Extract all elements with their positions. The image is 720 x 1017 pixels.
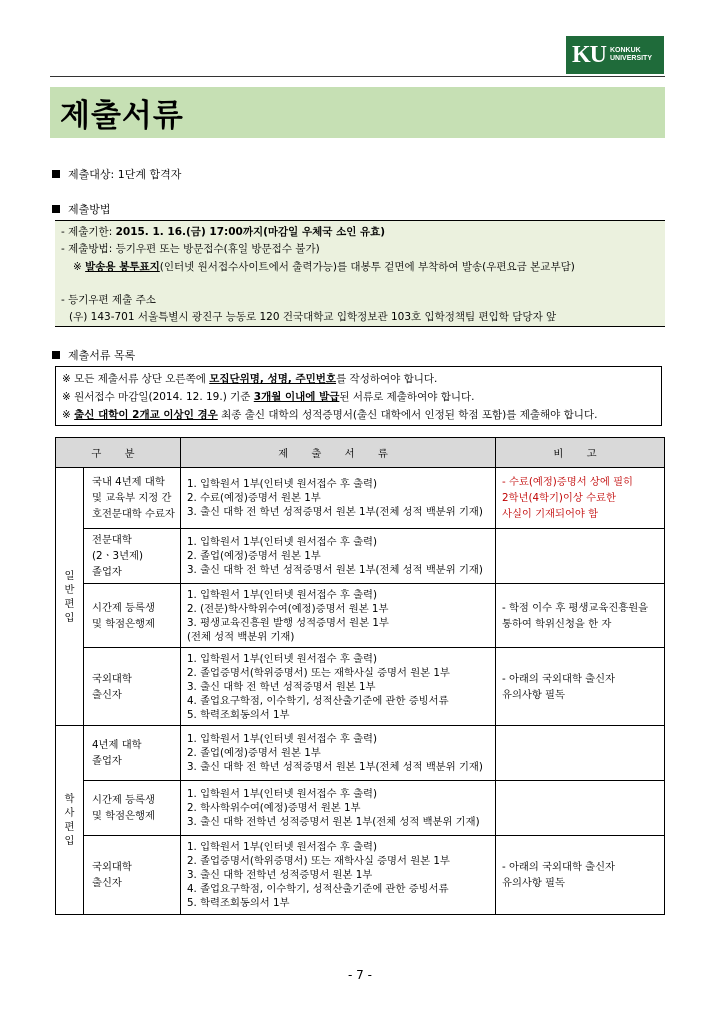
table-row bbox=[56, 726, 665, 781]
row-docs: 1. 입학원서 1부(인터넷 원서접수 후 출력) 2. 학사학위수여(예정)증명서 원본 1부 3. 출신 대학 전학년 성적증명서 원본 1부(전체 성적 백분위 기재) bbox=[181, 781, 496, 836]
table-row bbox=[56, 836, 665, 915]
row-type: 국내 4년제 대학 및 교육부 지정 간 호전문대학 수료자 bbox=[84, 468, 181, 529]
row-docs: 1. 입학원서 1부(인터넷 원서접수 후 출력) 2. 수료(예정)증명서 원본 1부 3. 출신 대학 전 학년 성적증명서 원본 1부(전체 성적 백분위 기재) bbox=[181, 468, 496, 529]
bullet-square-icon bbox=[52, 205, 60, 213]
row-docs: 1. 입학원서 1부(인터넷 원서접수 후 출력) 2. 졸업(예정)증명서 원본 1부 3. 출신 대학 전 학년 성적증명서 원본 1부(전체 성적 백분위 기재) bbox=[181, 726, 496, 781]
note-1 bbox=[62, 371, 437, 386]
logo-line1: KONKUK bbox=[610, 47, 641, 54]
note-2-c: 된 서류로 제출하여야 합니다. bbox=[339, 391, 475, 403]
logo-text bbox=[610, 47, 652, 63]
row-type: 4년제 대학 졸업자 bbox=[84, 726, 181, 781]
row-type: 국외대학 출신자 bbox=[84, 836, 181, 915]
row-remark bbox=[496, 726, 665, 781]
header-documents: 제 출 서 류 bbox=[181, 438, 496, 468]
row-remark bbox=[496, 781, 665, 836]
header-remarks: 비 고 bbox=[496, 438, 665, 468]
header-category: 구 분 bbox=[56, 438, 181, 468]
row-remark: - 수료(예정)증명서 상에 필히 2학년(4학기)이상 수료한 사실이 기재되어야 함 bbox=[496, 468, 665, 529]
section-method-text: 제출방법 bbox=[68, 203, 111, 216]
deadline-value: 2015. 1. 16.(금) 17:00까지(마감일 우체국 소인 유효) bbox=[115, 226, 386, 238]
row-docs: 1. 입학원서 1부(인터넷 원서접수 후 출력) 2. 졸업증명서(학위증명서) 또는 재학사실 증명서 원본 1부 3. 출신 대학 전학년 성적증명서 원본 1부 4. 졸업요구학점, 이수학기, 성적산출기준에 관한 증빙서류 5. 학력조회동의서 1부 bbox=[181, 836, 496, 915]
row-remark bbox=[496, 529, 665, 584]
note-3-c: 최종 출신 대학의 성적증명서(출신 대학에서 인정된 학점 포함)를 제출해야 합니다. bbox=[217, 409, 598, 421]
row-remark: - 아래의 국외대학 출신자 유의사항 필독 bbox=[496, 648, 665, 726]
table-header-row bbox=[56, 438, 665, 468]
logo-mark: KU bbox=[572, 41, 606, 68]
note-2-a: ※ 원서접수 마감일(2014. 12. 19.) 기준 bbox=[62, 391, 254, 403]
envelope-note-bold: 발송용 봉투표지 bbox=[85, 261, 160, 273]
note-3 bbox=[62, 407, 597, 422]
envelope-note-prefix: ※ bbox=[73, 261, 86, 273]
table-row bbox=[56, 529, 665, 584]
page-title: 제출서류 bbox=[60, 98, 184, 134]
deadline-line bbox=[61, 224, 385, 239]
row-remark: - 학점 이수 후 평생교육진흥원을 통하여 학위신청을 한 자 bbox=[496, 584, 665, 648]
konkuk-logo bbox=[566, 36, 664, 74]
title-band bbox=[50, 87, 665, 138]
address-text: (우) 143-701 서울특별시 광진구 능동로 120 건국대학교 입학정보관 103호 입학정책팀 편입학 담당자 앞 bbox=[69, 311, 557, 323]
note-3-a: ※ bbox=[62, 409, 75, 421]
row-type: 전문대학 (2ㆍ3년제) 졸업자 bbox=[84, 529, 181, 584]
note-1-c: 를 작성하여야 합니다. bbox=[336, 373, 438, 385]
method-line: - 제출방법: 등기우편 또는 방문접수(휴일 방문접수 불가) bbox=[61, 243, 320, 255]
header-rule bbox=[50, 76, 665, 77]
logo-line2: UNIVERSITY bbox=[610, 55, 653, 62]
table-row bbox=[56, 584, 665, 648]
table-row bbox=[56, 648, 665, 726]
section-target-text: 제출대상: 1단계 합격자 bbox=[68, 168, 182, 181]
section-list-text: 제출서류 목록 bbox=[68, 349, 136, 362]
note-1-a: ※ 모든 제출서류 상단 오른쪽에 bbox=[62, 373, 210, 385]
documents-table bbox=[55, 437, 665, 915]
envelope-note-rest: (인터넷 원서접수사이트에서 출력가능)를 대봉투 겉면에 부착하여 발송(우편요금 본교부담) bbox=[159, 261, 575, 273]
note-3-b: 출신 대학이 2개교 이상인 경우 bbox=[74, 409, 218, 421]
row-docs: 1. 입학원서 1부(인터넷 원서접수 후 출력) 2. 졸업증명서(학위증명서) 또는 재학사실 증명서 원본 1부 3. 출신 대학 전 학년 성적증명서 원본 1부 4. 졸업요구학점, 이수학기, 성적산출기준에 관한 증빙서류 5. 학력조회동의서 1부 bbox=[181, 648, 496, 726]
row-docs: 1. 입학원서 1부(인터넷 원서접수 후 출력) 2. (전문)학사학위수여(예정)증명서 원본 1부 3. 평생교육진흥원 발행 성적증명서 원본 1부 (전체 성적 백분위 기재) bbox=[181, 584, 496, 648]
notes-box bbox=[55, 366, 662, 426]
envelope-note bbox=[73, 259, 575, 274]
row-type: 시간제 등록생 및 학점은행제 bbox=[84, 781, 181, 836]
group-general-transfer: 일 반 편 입 bbox=[56, 468, 84, 726]
address-title: - 등기우편 제출 주소 bbox=[61, 294, 156, 306]
method-box bbox=[55, 220, 665, 327]
bullet-square-icon bbox=[52, 170, 60, 178]
section-method bbox=[52, 201, 111, 217]
section-target bbox=[52, 166, 181, 182]
note-1-b: 모집단위명, 성명, 주민번호 bbox=[209, 373, 337, 385]
row-type: 시간제 등록생 및 학점은행제 bbox=[84, 584, 181, 648]
row-remark: - 아래의 국외대학 출신자 유의사항 필독 bbox=[496, 836, 665, 915]
note-2-b: 3개월 이내에 발급 bbox=[253, 391, 340, 403]
row-type: 국외대학 출신자 bbox=[84, 648, 181, 726]
group-bachelor-transfer: 학 사 편 입 bbox=[56, 726, 84, 915]
note-2 bbox=[62, 389, 474, 404]
page-number: - 7 - bbox=[348, 968, 372, 982]
table-row bbox=[56, 781, 665, 836]
section-list bbox=[52, 347, 135, 363]
bullet-square-icon bbox=[52, 351, 60, 359]
row-docs: 1. 입학원서 1부(인터넷 원서접수 후 출력) 2. 졸업(예정)증명서 원본 1부 3. 출신 대학 전 학년 성적증명서 원본 1부(전체 성적 백분위 기재) bbox=[181, 529, 496, 584]
deadline-prefix: - 제출기한: bbox=[61, 226, 116, 238]
table-row bbox=[56, 468, 665, 529]
